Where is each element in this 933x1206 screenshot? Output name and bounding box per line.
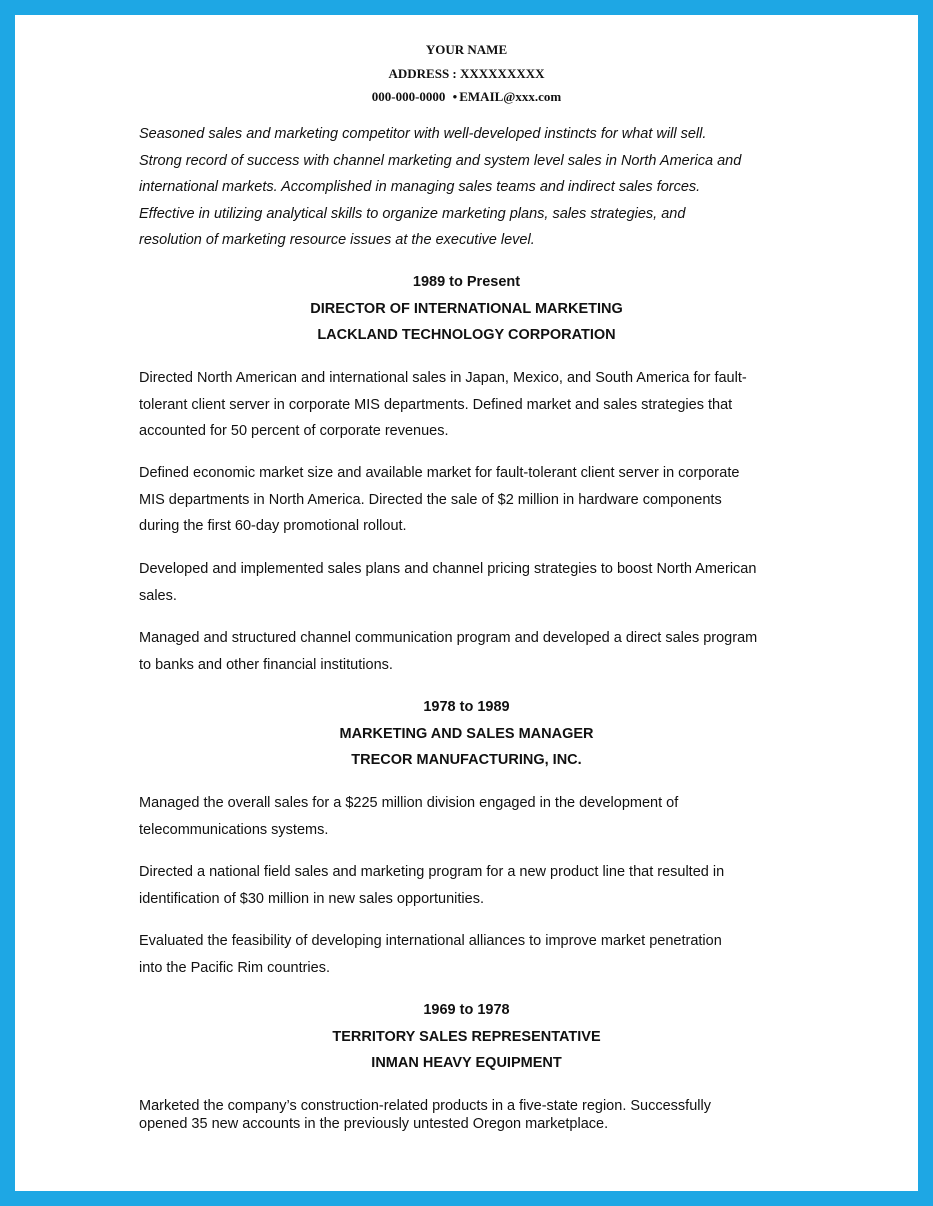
phone-number: 000-000-0000 [371, 89, 446, 104]
job-company: INMAN HEAVY EQUIPMENT [371, 1055, 562, 1072]
job-paragraph [139, 1097, 799, 1133]
paragraph-line: MIS departments in North America. Directed the sale of $2 million in hardware components [139, 491, 722, 508]
paragraph-line: Evaluated the feasibility of developing international alliances to improve market penetration [139, 933, 722, 949]
job-paragraph [139, 790, 799, 843]
paragraph-line: into the Pacific Rim countries. [139, 959, 330, 976]
job-title: MARKETING AND SALES MANAGER [339, 725, 594, 742]
job-heading [139, 997, 794, 1077]
job-paragraph [139, 556, 799, 609]
job-paragraph [139, 625, 799, 678]
paragraph-line: identification of $30 million in new sales opportunities. [139, 890, 484, 907]
paragraph-line: sales. [139, 587, 177, 604]
name-heading: YOUR NAME [425, 42, 508, 57]
paragraph-line: Marketed the company’s construction-related products in a five-state region. Successfully [139, 1098, 711, 1114]
summary-line: Strong record of success with channel marketing and system level sales in North America and [139, 152, 742, 169]
job-paragraph [139, 365, 799, 445]
job-dates: 1989 to Present [412, 274, 521, 290]
paragraph-line: accounted for 50 percent of corporate revenues. [139, 423, 449, 440]
paragraph-line: Managed and structured channel communication program and developed a direct sales program [139, 630, 758, 646]
paragraph-line: Developed and implemented sales plans and channel pricing strategies to boost North American [139, 561, 757, 577]
bullet-separator: • [452, 89, 458, 104]
email-address: EMAIL@xxx.com [459, 89, 562, 104]
summary-line: Seasoned sales and marketing competitor with well-developed instincts for what will sell. [139, 126, 707, 142]
job-dates: 1969 to 1978 [423, 1002, 510, 1018]
job-dates: 1978 to 1989 [423, 699, 510, 715]
summary-line: resolution of marketing resource issues at the executive level. [139, 232, 535, 249]
paragraph-line: Directed North American and international sales in Japan, Mexico, and South America for fault- [139, 370, 747, 386]
summary-paragraph [139, 121, 799, 254]
paragraph-line: Managed the overall sales for a $225 million division engaged in the development of [139, 795, 679, 811]
summary-line: Effective in utilizing analytical skills to organize marketing plans, sales strategies, and [139, 205, 686, 222]
job-company: TRECOR MANUFACTURING, INC. [351, 752, 582, 769]
paragraph-line: Defined economic market size and available market for fault-tolerant client server in corporate [139, 465, 740, 481]
paragraph-line: Directed a national field sales and marketing program for a new product line that resulted in [139, 864, 725, 880]
job-title: DIRECTOR OF INTERNATIONAL MARKETING [310, 300, 623, 317]
paragraph-line: during the first 60-day promotional rollout. [139, 518, 407, 535]
job-company: LACKLAND TECHNOLOGY CORPORATION [317, 327, 616, 344]
summary-line: international markets. Accomplished in managing sales teams and indirect sales forces. [139, 179, 701, 196]
job-paragraph [139, 859, 799, 912]
paragraph-line: to banks and other financial institutions. [139, 656, 393, 673]
job-paragraph [139, 928, 799, 981]
address-line: ADDRESS : XXXXXXXXX [388, 65, 545, 81]
job-paragraph [139, 460, 799, 540]
paragraph-line: opened 35 new accounts in the previously untested Oregon marketplace. [139, 1116, 609, 1132]
job-title: TERRITORY SALES REPRESENTATIVE [332, 1028, 601, 1045]
paragraph-line: tolerant client server in corporate MIS departments. Defined market and sales strategies that [139, 396, 733, 413]
job-heading [139, 269, 794, 349]
job-heading [139, 694, 794, 774]
paragraph-line: telecommunications systems. [139, 821, 329, 838]
phone-email-line [139, 85, 794, 109]
contact-header [139, 38, 794, 109]
